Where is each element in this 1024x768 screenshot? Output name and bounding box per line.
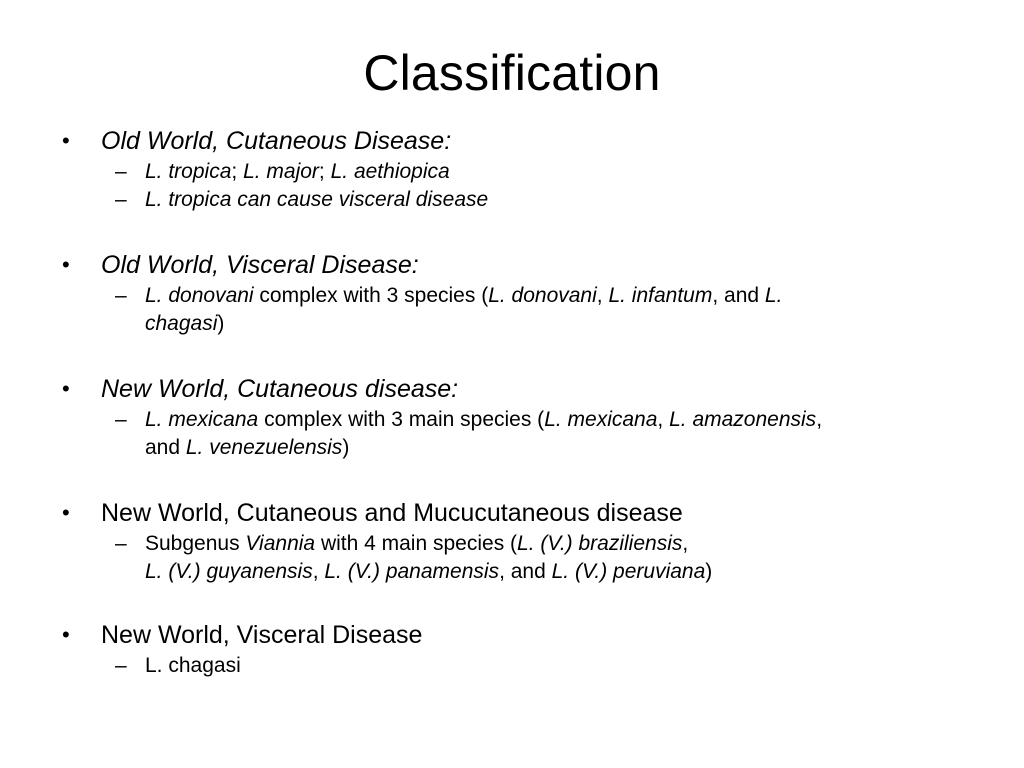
sub-item <box>60 652 970 680</box>
list-item <box>60 248 970 338</box>
bullet-icon: • <box>62 128 70 153</box>
species-text: L. (V.) braziliensis <box>517 532 683 555</box>
plain-text: ) <box>705 560 713 583</box>
dash-icon: – <box>115 160 127 183</box>
dash-icon: – <box>115 408 127 431</box>
species-text: L. venezuelensis <box>185 436 343 459</box>
plain-text: Subgenus <box>145 532 246 555</box>
bullet-icon: • <box>62 376 70 401</box>
separator-text: , <box>816 408 823 431</box>
species-text: L. mexicana <box>145 408 259 431</box>
bullet-heading <box>60 372 970 406</box>
plain-text: with 4 main species ( <box>315 532 518 555</box>
list-item <box>60 496 970 586</box>
species-text: L. infantum <box>608 284 713 307</box>
separator-text: , <box>657 408 670 431</box>
sub-item <box>60 406 970 462</box>
species-text: L. donovani <box>488 284 597 307</box>
list-item <box>60 618 970 680</box>
bullet-icon: • <box>62 500 70 525</box>
bullet-heading <box>60 496 970 530</box>
plain-text: ) <box>217 312 225 335</box>
bullet-heading <box>60 618 970 652</box>
plain-text: ) <box>342 436 350 459</box>
heading-text: New World, Cutaneous disease: <box>101 375 459 403</box>
species-text: L. (V.) guyanensis <box>145 560 313 583</box>
list-item <box>60 372 970 462</box>
sub-text: L. chagasi <box>145 654 241 677</box>
sub-item <box>60 158 970 186</box>
plain-text: , and <box>712 284 765 307</box>
plain-text: and <box>145 436 186 459</box>
sub-item <box>60 282 970 338</box>
plain-text: , and <box>499 560 552 583</box>
separator-text: ; <box>318 160 331 183</box>
species-text: L. amazonensis <box>669 408 817 431</box>
species-text: L. <box>764 284 783 307</box>
bullet-icon: • <box>62 622 70 647</box>
heading-text: Old World, Visceral Disease: <box>101 251 419 279</box>
bullet-icon: • <box>62 252 70 277</box>
bullet-list <box>60 124 970 708</box>
slide-title: Classification <box>363 45 661 101</box>
species-text: L. mexicana <box>544 408 658 431</box>
heading-text: New World, Cutaneous and Mucucutaneous disease <box>101 499 683 527</box>
heading-text: Old World, Cutaneous Disease: <box>101 127 452 155</box>
separator-text: ; <box>231 160 244 183</box>
sub-item <box>60 530 970 586</box>
species-text: L. donovani <box>145 284 254 307</box>
species-text: Viannia <box>245 532 316 555</box>
sub-text: L. tropica can cause visceral disease <box>145 188 489 211</box>
dash-icon: – <box>115 654 127 677</box>
dash-icon: – <box>115 532 127 555</box>
species-text: L. major <box>243 160 319 183</box>
species-text: L. aethiopica <box>330 160 450 183</box>
sub-item <box>60 186 970 214</box>
species-text: L. tropica <box>145 160 232 183</box>
species-text: L. (V.) peruviana <box>551 560 706 583</box>
plain-text: complex with 3 main species ( <box>258 408 545 431</box>
species-text: L. (V.) panamensis <box>324 560 500 583</box>
separator-text: , <box>312 560 325 583</box>
heading-text: New World, Visceral Disease <box>101 621 423 649</box>
plain-text: complex with 3 species ( <box>253 284 489 307</box>
dash-icon: – <box>115 284 127 307</box>
dash-icon: – <box>115 188 127 211</box>
bullet-heading <box>60 248 970 282</box>
separator-text: , <box>596 284 609 307</box>
separator-text: , <box>682 532 689 555</box>
bullet-heading <box>60 124 970 158</box>
list-item <box>60 124 970 214</box>
species-text: chagasi <box>145 312 218 335</box>
